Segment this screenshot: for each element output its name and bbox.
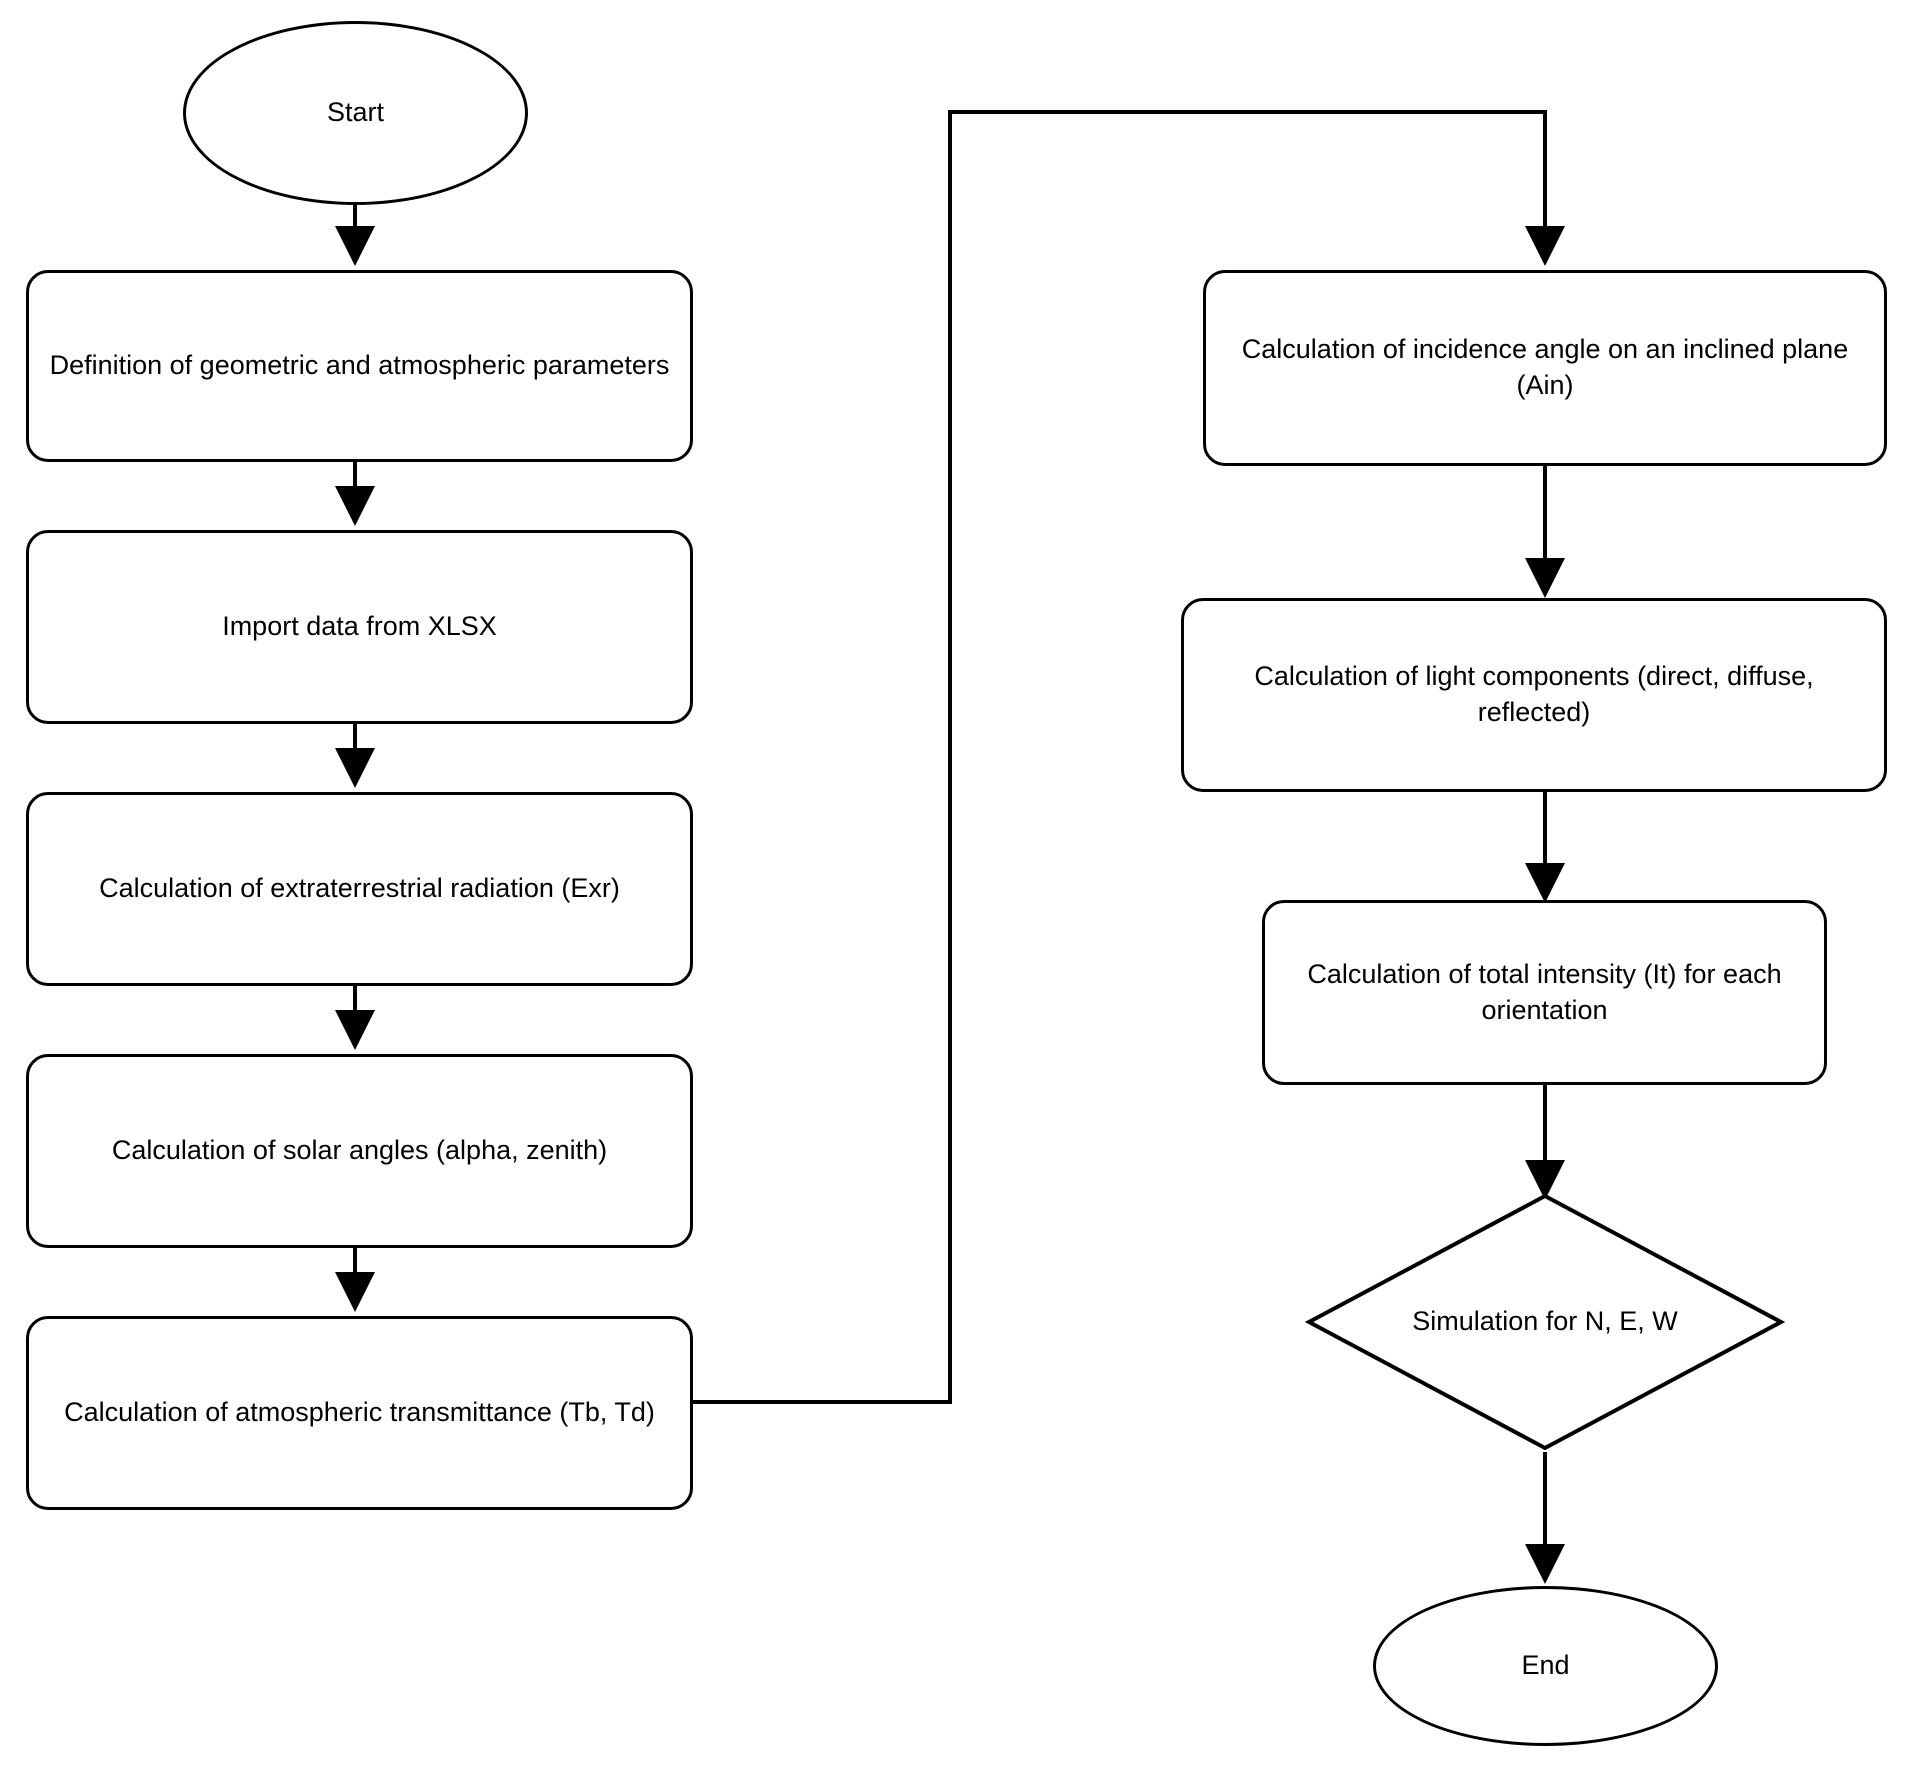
node-extraterrestrial-radiation[interactable] — [26, 792, 693, 986]
node-incidence-angle-label: Calculation of incidence angle on an inclined plane (Ain) — [1241, 334, 1849, 400]
node-extraterrestrial-radiation-label: Calculation of extraterrestrial radiation (Exr) — [99, 873, 620, 904]
node-end-label: End — [1521, 1650, 1570, 1681]
node-total-intensity[interactable] — [1262, 900, 1827, 1085]
node-simulation-decision[interactable] — [1305, 1192, 1785, 1452]
node-total-intensity-label: Calculation of total intensity (It) for each orientation — [1307, 958, 1782, 1025]
node-start[interactable] — [183, 21, 528, 205]
node-end[interactable] — [1373, 1586, 1718, 1746]
node-atmospheric-transmittance[interactable] — [26, 1316, 693, 1510]
node-import-label: Import data from XLSX — [222, 611, 497, 642]
node-simulation-decision-label: Simulation for N, E, W — [1412, 1306, 1678, 1337]
node-import[interactable] — [26, 530, 693, 724]
node-incidence-angle[interactable] — [1203, 270, 1887, 466]
node-start-label: Start — [326, 97, 385, 128]
node-light-components-label: Calculation of light components (direct, diffuse, reflected) — [1254, 661, 1814, 727]
node-solar-angles-label: Calculation of solar angles (alpha, zenith) — [111, 1135, 608, 1166]
node-params[interactable] — [26, 270, 693, 462]
node-atmospheric-transmittance-label: Calculation of atmospheric transmittance (Tb, Td) — [64, 1397, 655, 1428]
node-light-components[interactable] — [1181, 598, 1887, 792]
node-params-label: Definition of geometric and atmospheric parameters — [49, 350, 670, 381]
node-solar-angles[interactable] — [26, 1054, 693, 1248]
